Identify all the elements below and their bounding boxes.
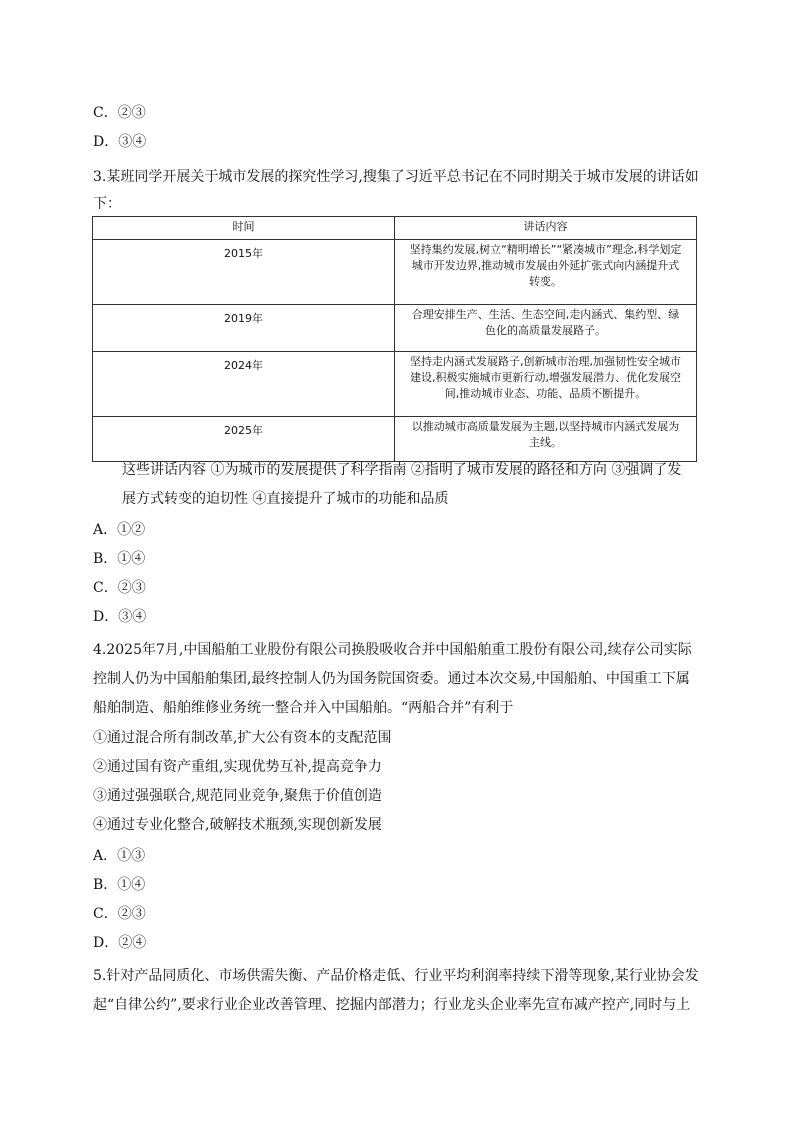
content-line: 色化的高质量发展路子。 xyxy=(485,324,606,337)
row-content xyxy=(395,305,697,352)
q3-prompt-line2: 展方式转变的迫切性 ④直接提升了城市的功能和品质 xyxy=(122,491,449,507)
table-header-row xyxy=(93,217,697,240)
q4-option-b: B．①④ xyxy=(93,877,146,893)
row-year: 2024年 xyxy=(93,352,395,417)
q3-option-a: A．①② xyxy=(93,522,146,538)
q5-stem-line1: 5.针对产品同质化、市场供需失衡、产品价格走低、行业平均利润率持续下滑等现象,某行业协会发 xyxy=(93,968,699,984)
q4-option-c: C．②③ xyxy=(93,906,146,922)
q4-item-4: ④通过专业化整合,破解技术瓶颈,实现创新发展 xyxy=(93,817,382,833)
row-year: 2015年 xyxy=(93,240,395,305)
content-line: 坚持走内涵式发展路子,创新城市治理,加强韧性安全城市 xyxy=(410,355,681,368)
table-row xyxy=(93,352,697,417)
q5-stem-line2: 起“自律公约”,要求行业企业改善管理、挖掘内部潜力；行业龙头企业率先宣布减产控产,同时与上 xyxy=(93,997,691,1013)
q4-item-3: ③通过强强联合,规范同业竞争,聚焦于价值创造 xyxy=(93,788,382,804)
q4-stem-line2: 控制人仍为中国船舶集团,最终控制人仍为国务院国资委。通过本次交易,中国船舶、中国重工下属 xyxy=(93,671,690,687)
content-line: 以推动城市高质量发展为主题,以坚持城市内涵式发展为 xyxy=(411,420,680,433)
speech-table xyxy=(92,216,697,462)
row-year: 2019年 xyxy=(93,305,395,352)
row-content xyxy=(395,352,697,417)
prev-option-c: C．②③ xyxy=(93,105,146,121)
table-row xyxy=(93,417,697,462)
row-content xyxy=(395,240,697,305)
q3-stem-line1: 3.某班同学开展关于城市发展的探究性学习,搜集了习近平总书记在不同时期关于城市发展的讲话如 xyxy=(93,169,699,185)
q4-option-a: A．①③ xyxy=(93,848,146,864)
table-row xyxy=(93,305,697,352)
content-line: 坚持集约发展,树立“精明增长”“紧凑城市”理念,科学划定 xyxy=(409,243,682,256)
table-row xyxy=(93,240,697,305)
content-line: 转变。 xyxy=(529,275,562,288)
content-line: 建设,积极实施城市更新行动,增强发展潜力、优化发展空 xyxy=(410,371,681,384)
content-line: 主线。 xyxy=(529,436,562,449)
row-content xyxy=(395,417,697,462)
q4-option-d: D．②④ xyxy=(93,935,147,951)
header-content: 讲话内容 xyxy=(395,217,697,240)
content-line: 间,推动城市业态、功能、品质不断提升。 xyxy=(444,387,647,400)
row-year: 2025年 xyxy=(93,417,395,462)
q4-stem-line3: 船舶制造、船舶维修业务统一整合并入中国船舶。“两船合并”有利于 xyxy=(93,700,514,716)
q3-option-d: D．③④ xyxy=(93,609,147,625)
q3-option-b: B．①④ xyxy=(93,551,146,567)
content-line: 合理安排生产、生活、生态空间,走内涵式、集约型、绿 xyxy=(411,308,680,321)
content-line: 城市开发边界,推动城市发展由外延扩张式向内涵提升式 xyxy=(411,259,680,272)
header-time: 时间 xyxy=(93,217,395,240)
q4-item-2: ②通过国有资产重组,实现优势互补,提高竞争力 xyxy=(93,759,382,775)
prev-option-d: D．③④ xyxy=(93,134,147,150)
q3-option-c: C．②③ xyxy=(93,580,146,596)
q3-stem-line2: 下： xyxy=(93,196,121,212)
q4-item-1: ①通过混合所有制改革,扩大公有资本的支配范围 xyxy=(93,730,392,746)
q3-prompt-line1: 这些讲话内容 ①为城市的发展提供了科学指南 ②指明了城市发展的路径和方向 ③强调了发 xyxy=(122,462,682,478)
q4-stem-line1: 4.2025年7月,中国船舶工业股份有限公司换股吸收合并中国船舶重工股份有限公司,续存公司实际 xyxy=(93,642,692,658)
